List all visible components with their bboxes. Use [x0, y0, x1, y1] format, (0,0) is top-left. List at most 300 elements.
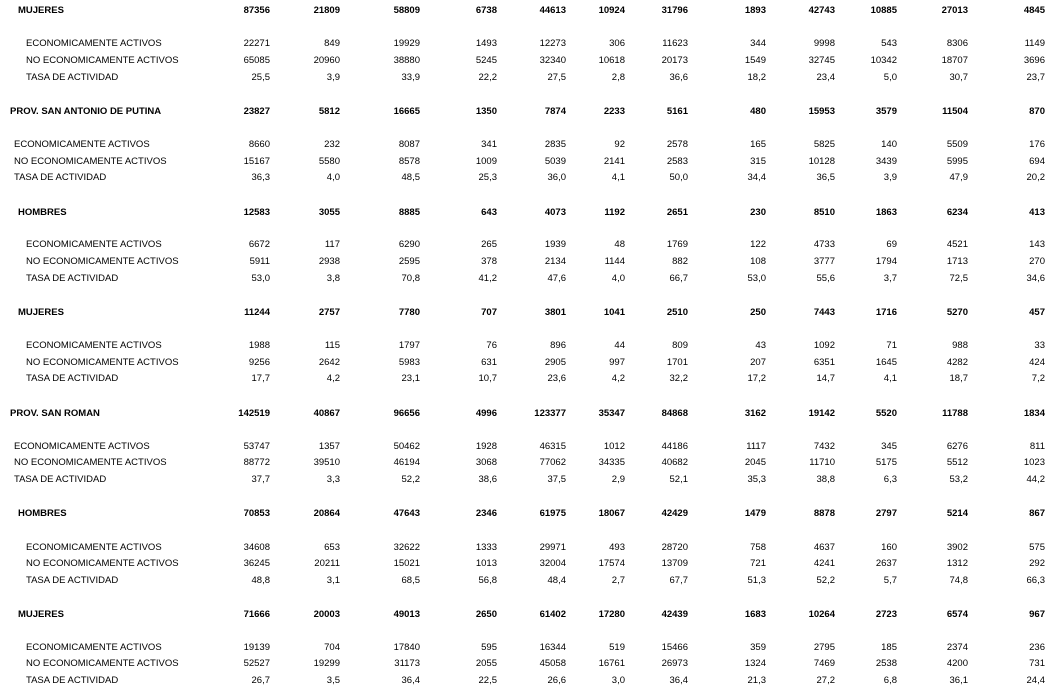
table-cell: 811: [1029, 441, 1045, 452]
table-cell: 36,1: [949, 675, 968, 686]
table-cell: 20211: [314, 558, 340, 569]
table-cell: 22,2: [478, 72, 497, 83]
table-row: [0, 54, 1048, 68]
table-cell: 5825: [813, 139, 835, 150]
table-cell: 7469: [813, 658, 835, 669]
table-cell: 4073: [544, 207, 566, 218]
table-cell: 108: [750, 256, 766, 267]
row-label: HOMBRES: [18, 508, 67, 519]
table-cell: 23,1: [401, 373, 420, 384]
table-cell: 413: [1029, 207, 1045, 218]
gender-row: [0, 206, 1048, 220]
table-cell: 270: [1029, 256, 1045, 267]
table-cell: 70,8: [401, 273, 420, 284]
table-row: [0, 657, 1048, 671]
table-cell: 2,8: [611, 72, 625, 83]
table-cell: 1834: [1023, 408, 1045, 419]
table-cell: 315: [750, 156, 766, 167]
table-cell: 18,2: [747, 72, 766, 83]
table-cell: 3696: [1023, 55, 1045, 66]
table-cell: 5039: [544, 156, 566, 167]
table-cell: 70853: [243, 508, 270, 519]
row-label: NO ECONOMICAMENTE ACTIVOS: [14, 156, 167, 167]
table-cell: 2346: [475, 508, 497, 519]
table-row: [0, 473, 1048, 487]
table-cell: 140: [881, 139, 897, 150]
row-label: TASA DE ACTIVIDAD: [14, 474, 107, 485]
table-cell: 61975: [539, 508, 566, 519]
table-cell: 6574: [946, 609, 968, 620]
table-cell: 3,9: [326, 72, 340, 83]
table-cell: 37,7: [251, 474, 270, 485]
table-cell: 44613: [539, 5, 566, 16]
table-cell: 1863: [875, 207, 897, 218]
table-cell: 48,8: [251, 575, 270, 586]
table-cell: 11710: [809, 457, 835, 468]
table-cell: 595: [481, 642, 497, 653]
row-label: NO ECONOMICAMENTE ACTIVOS: [26, 558, 179, 569]
table-cell: 115: [324, 340, 340, 351]
table-cell: 896: [550, 340, 566, 351]
table-cell: 32745: [808, 55, 835, 66]
table-cell: 997: [609, 357, 625, 368]
table-cell: 68,5: [401, 575, 420, 586]
table-cell: 707: [481, 307, 497, 318]
row-label: TASA DE ACTIVIDAD: [26, 273, 119, 284]
table-cell: 21,3: [747, 675, 766, 686]
table-cell: 1333: [475, 542, 497, 553]
table-cell: 4521: [946, 239, 968, 250]
table-cell: 849: [324, 38, 340, 49]
table-cell: 32004: [539, 558, 566, 569]
table-cell: 47,6: [547, 273, 566, 284]
table-cell: 74,8: [949, 575, 968, 586]
table-cell: 1713: [946, 256, 968, 267]
table-cell: 9256: [248, 357, 270, 368]
table-cell: 4733: [813, 239, 835, 250]
table-cell: 32340: [539, 55, 566, 66]
table-cell: 8660: [248, 139, 270, 150]
row-label: HOMBRES: [18, 207, 67, 218]
table-cell: 8087: [398, 139, 420, 150]
table-cell: 867: [1029, 508, 1045, 519]
table-cell: 230: [750, 207, 766, 218]
table-cell: 3801: [544, 307, 566, 318]
table-cell: 77062: [539, 457, 566, 468]
gender-row: [0, 306, 1048, 320]
table-cell: 185: [881, 642, 897, 653]
row-label: ECONOMICAMENTE ACTIVOS: [26, 642, 162, 653]
table-row: [0, 440, 1048, 454]
table-cell: 19299: [313, 658, 340, 669]
table-cell: 988: [952, 340, 968, 351]
province-row: [0, 105, 1048, 119]
table-cell: 55,6: [816, 273, 835, 284]
table-cell: 39510: [313, 457, 340, 468]
table-cell: 457: [1029, 307, 1045, 318]
table-cell: 5270: [946, 307, 968, 318]
table-cell: 67,7: [669, 575, 688, 586]
table-cell: 16761: [598, 658, 625, 669]
table-cell: 25,5: [251, 72, 270, 83]
table-cell: 359: [750, 642, 766, 653]
row-label: ECONOMICAMENTE ACTIVOS: [26, 239, 162, 250]
table-cell: 32622: [393, 542, 420, 553]
table-cell: 519: [609, 642, 625, 653]
table-cell: 1769: [666, 239, 688, 250]
table-row: [0, 71, 1048, 85]
table-cell: 8878: [813, 508, 835, 519]
table-cell: 18067: [598, 508, 625, 519]
table-cell: 10264: [808, 609, 835, 620]
table-cell: 26,6: [547, 675, 566, 686]
table-row: [0, 272, 1048, 286]
table-cell: 26973: [661, 658, 688, 669]
table-cell: 34608: [243, 542, 270, 553]
table-cell: 52527: [243, 658, 270, 669]
table-cell: 72,5: [949, 273, 968, 284]
table-cell: 12273: [539, 38, 566, 49]
table-cell: 36,0: [547, 172, 566, 183]
table-cell: 6,8: [883, 675, 897, 686]
table-cell: 643: [481, 207, 497, 218]
table-cell: 1350: [475, 106, 497, 117]
table-cell: 3055: [318, 207, 340, 218]
gender-row: [0, 4, 1048, 18]
table-cell: 71: [886, 340, 897, 351]
table-cell: 4241: [813, 558, 835, 569]
table-cell: 8885: [398, 207, 420, 218]
table-cell: 3,8: [326, 273, 340, 284]
table-cell: 5,7: [883, 575, 897, 586]
table-cell: 143: [1029, 239, 1045, 250]
table-cell: 3,9: [883, 172, 897, 183]
table-cell: 48,5: [401, 172, 420, 183]
table-cell: 5812: [318, 106, 340, 117]
table-cell: 88772: [243, 457, 270, 468]
table-row: [0, 339, 1048, 353]
row-label: NO ECONOMICAMENTE ACTIVOS: [26, 658, 179, 669]
table-cell: 5175: [875, 457, 897, 468]
table-cell: 1939: [544, 239, 566, 250]
table-cell: 48,4: [547, 575, 566, 586]
table-cell: 23,7: [1026, 72, 1045, 83]
table-cell: 10924: [598, 5, 625, 16]
table-cell: 5911: [249, 256, 270, 267]
table-cell: 23827: [243, 106, 270, 117]
table-cell: 631: [481, 357, 497, 368]
table-cell: 2,7: [611, 575, 625, 586]
table-cell: 65085: [243, 55, 270, 66]
row-label: ECONOMICAMENTE ACTIVOS: [26, 542, 162, 553]
table-row: [0, 456, 1048, 470]
table-cell: 1549: [744, 55, 766, 66]
table-cell: 37,5: [547, 474, 566, 485]
table-cell: 2538: [875, 658, 897, 669]
table-cell: 122: [750, 239, 766, 250]
table-cell: 48: [614, 239, 625, 250]
table-cell: 96656: [393, 408, 420, 419]
table-cell: 34,6: [1026, 273, 1045, 284]
table-cell: 40867: [313, 408, 340, 419]
row-label: TASA DE ACTIVIDAD: [26, 373, 119, 384]
row-label: MUJERES: [18, 609, 64, 620]
table-cell: 11623: [662, 38, 688, 49]
table-cell: 207: [750, 357, 766, 368]
table-cell: 5580: [318, 156, 340, 167]
table-cell: 5245: [475, 55, 497, 66]
table-cell: 36245: [243, 558, 270, 569]
table-cell: 33,9: [401, 72, 420, 83]
table-cell: 1192: [604, 207, 625, 218]
row-label: PROV. SAN ROMAN: [10, 408, 100, 419]
table-cell: 6234: [946, 207, 968, 218]
table-cell: 58809: [393, 5, 420, 16]
table-cell: 10342: [870, 55, 897, 66]
table-cell: 46315: [539, 441, 566, 452]
table-cell: 809: [672, 340, 688, 351]
table-cell: 11504: [942, 106, 968, 117]
table-cell: 84868: [661, 408, 688, 419]
table-cell: 38880: [393, 55, 420, 66]
table-cell: 3,1: [326, 575, 340, 586]
table-cell: 265: [481, 239, 497, 250]
table-cell: 17574: [598, 558, 625, 569]
table-cell: 50462: [393, 441, 420, 452]
table-cell: 967: [1029, 609, 1045, 620]
table-cell: 2651: [666, 207, 688, 218]
table-cell: 52,2: [816, 575, 835, 586]
table-cell: 4,1: [611, 172, 625, 183]
table-cell: 5509: [946, 139, 968, 150]
table-cell: 40682: [661, 457, 688, 468]
row-label: ECONOMICAMENTE ACTIVOS: [14, 139, 150, 150]
table-cell: 23,6: [547, 373, 566, 384]
table-cell: 38,6: [478, 474, 497, 485]
table-cell: 3579: [875, 106, 897, 117]
table-cell: 66,7: [669, 273, 688, 284]
table-cell: 30,7: [949, 72, 968, 83]
table-cell: 27013: [941, 5, 968, 16]
table-cell: 6351: [813, 357, 835, 368]
table-cell: 35347: [598, 408, 625, 419]
table-row: [0, 641, 1048, 655]
row-label: NO ECONOMICAMENTE ACTIVOS: [14, 457, 167, 468]
table-cell: 11244: [244, 307, 270, 318]
table-cell: 13709: [661, 558, 688, 569]
table-cell: 575: [1029, 542, 1045, 553]
table-cell: 36,3: [251, 172, 270, 183]
table-cell: 28720: [661, 542, 688, 553]
row-label: ECONOMICAMENTE ACTIVOS: [14, 441, 150, 452]
table-cell: 1009: [475, 156, 497, 167]
table-cell: 4637: [813, 542, 835, 553]
table-row: [0, 356, 1048, 370]
table-cell: 1023: [1023, 457, 1045, 468]
table-cell: 1144: [604, 256, 625, 267]
table-cell: 6290: [398, 239, 420, 250]
table-cell: 10618: [598, 55, 625, 66]
table-cell: 731: [1029, 658, 1045, 669]
table-row: [0, 37, 1048, 51]
table-cell: 53,2: [949, 474, 968, 485]
table-cell: 1645: [875, 357, 897, 368]
table-cell: 3068: [475, 457, 497, 468]
table-cell: 1013: [475, 558, 497, 569]
table-cell: 1479: [744, 508, 766, 519]
table-cell: 2642: [318, 357, 340, 368]
table-cell: 2055: [475, 658, 497, 669]
table-cell: 424: [1029, 357, 1045, 368]
table-cell: 19139: [243, 642, 270, 653]
table-cell: 543: [881, 38, 897, 49]
table-cell: 5,0: [883, 72, 897, 83]
table-cell: 1493: [475, 38, 497, 49]
table-cell: 35,3: [747, 474, 766, 485]
table-cell: 22271: [243, 38, 270, 49]
table-cell: 345: [881, 441, 897, 452]
table-cell: 52,1: [669, 474, 688, 485]
table-cell: 1117: [746, 441, 766, 452]
table-cell: 32,2: [669, 373, 688, 384]
table-cell: 2,9: [611, 474, 625, 485]
table-cell: 176: [1029, 139, 1045, 150]
table-cell: 38,8: [816, 474, 835, 485]
table-cell: 87356: [243, 5, 270, 16]
table-cell: 20173: [661, 55, 688, 66]
row-label: PROV. SAN ANTONIO DE PUTINA: [10, 106, 162, 117]
table-cell: 2723: [875, 609, 897, 620]
table-cell: 17840: [393, 642, 420, 653]
table-cell: 21809: [313, 5, 340, 16]
table-cell: 20864: [313, 508, 340, 519]
table-cell: 15021: [393, 558, 420, 569]
table-cell: 6738: [475, 5, 497, 16]
table-cell: 721: [750, 558, 766, 569]
table-cell: 23,4: [816, 72, 835, 83]
table-cell: 20003: [313, 609, 340, 620]
table-cell: 34,4: [747, 172, 766, 183]
table-row: [0, 574, 1048, 588]
table-row: [0, 557, 1048, 571]
table-cell: 34335: [598, 457, 625, 468]
table-cell: 33: [1034, 340, 1045, 351]
table-cell: 76: [486, 340, 497, 351]
table-cell: 3162: [744, 408, 766, 419]
table-cell: 3439: [875, 156, 897, 167]
row-label: NO ECONOMICAMENTE ACTIVOS: [26, 256, 179, 267]
table-cell: 3777: [813, 256, 835, 267]
table-cell: 25,3: [478, 172, 497, 183]
row-label: TASA DE ACTIVIDAD: [26, 575, 119, 586]
table-cell: 45058: [539, 658, 566, 669]
table-cell: 1716: [875, 307, 897, 318]
table-cell: 49013: [393, 609, 420, 620]
table-cell: 4845: [1023, 5, 1045, 16]
table-cell: 5520: [875, 408, 897, 419]
table-cell: 1683: [744, 609, 766, 620]
table-cell: 19929: [393, 38, 420, 49]
table-cell: 6672: [248, 239, 270, 250]
table-cell: 2583: [666, 156, 688, 167]
table-cell: 22,5: [478, 675, 497, 686]
table-cell: 2045: [744, 457, 766, 468]
table-cell: 1357: [318, 441, 340, 452]
table-cell: 1312: [946, 558, 968, 569]
table-row: [0, 155, 1048, 169]
table-cell: 4,0: [611, 273, 625, 284]
table-cell: 2905: [544, 357, 566, 368]
table-cell: 31796: [661, 5, 688, 16]
province-row: [0, 407, 1048, 421]
table-cell: 3,0: [611, 675, 625, 686]
table-row: [0, 674, 1048, 688]
table-cell: 5995: [946, 156, 968, 167]
table-cell: 2795: [813, 642, 835, 653]
table-cell: 378: [481, 256, 497, 267]
table-cell: 8510: [813, 207, 835, 218]
table-cell: 7443: [813, 307, 835, 318]
table-cell: 2141: [603, 156, 625, 167]
table-cell: 1794: [875, 256, 897, 267]
table-cell: 4996: [475, 408, 497, 419]
table-cell: 42743: [808, 5, 835, 16]
table-cell: 7,2: [1031, 373, 1045, 384]
table-cell: 51,3: [747, 575, 766, 586]
table-cell: 1149: [1024, 38, 1045, 49]
table-cell: 10,7: [478, 373, 497, 384]
row-label: NO ECONOMICAMENTE ACTIVOS: [26, 357, 179, 368]
table-cell: 232: [324, 139, 340, 150]
table-cell: 306: [609, 38, 625, 49]
table-cell: 15466: [661, 642, 688, 653]
row-label: TASA DE ACTIVIDAD: [26, 675, 119, 686]
table-cell: 117: [324, 239, 340, 250]
table-cell: 1092: [813, 340, 835, 351]
table-cell: 31173: [394, 658, 420, 669]
row-label: MUJERES: [18, 307, 64, 318]
table-cell: 6,3: [883, 474, 897, 485]
table-cell: 1012: [603, 441, 625, 452]
table-cell: 2578: [666, 139, 688, 150]
row-label: ECONOMICAMENTE ACTIVOS: [26, 340, 162, 351]
table-cell: 71666: [243, 609, 270, 620]
table-cell: 56,8: [478, 575, 497, 586]
table-cell: 26,7: [251, 675, 270, 686]
table-cell: 3902: [946, 542, 968, 553]
table-cell: 1893: [744, 5, 766, 16]
table-cell: 43: [755, 340, 766, 351]
table-cell: 14,7: [816, 373, 835, 384]
table-cell: 2595: [398, 256, 420, 267]
table-cell: 69: [886, 239, 897, 250]
table-cell: 341: [481, 139, 497, 150]
table-cell: 653: [324, 542, 340, 553]
table-cell: 18707: [941, 55, 968, 66]
table-cell: 882: [672, 256, 688, 267]
table-cell: 20,2: [1026, 172, 1045, 183]
table-cell: 3,5: [326, 675, 340, 686]
table-cell: 15953: [808, 106, 835, 117]
table-cell: 44: [614, 340, 625, 351]
table-cell: 5214: [946, 508, 968, 519]
table-cell: 7780: [398, 307, 420, 318]
table-cell: 480: [750, 106, 766, 117]
table-cell: 2637: [875, 558, 897, 569]
table-cell: 344: [750, 38, 766, 49]
table-cell: 41,2: [478, 273, 497, 284]
table-cell: 36,4: [669, 675, 688, 686]
